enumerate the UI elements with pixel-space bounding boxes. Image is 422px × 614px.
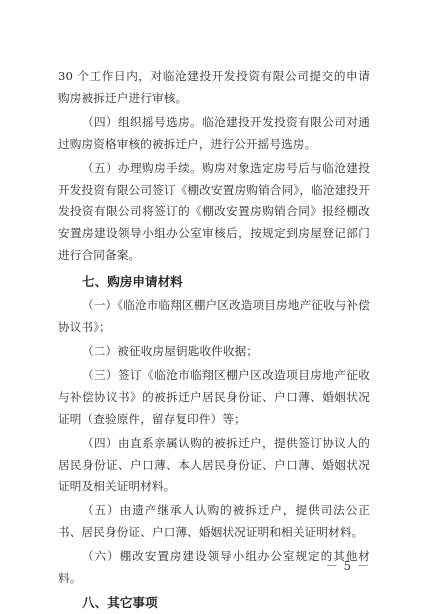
page-number: － 5 － (325, 559, 370, 573)
paragraph-continuation: 30 个工作日内，对临沧建投开发投资有限公司提交的申请购房被拆迁户进行审核。 (58, 69, 370, 105)
list-item: （二）被征收房屋钥匙收件收据； (82, 343, 259, 358)
list-item: （一）《临沧市临翔区棚户区改造项目房地产征收与补偿协议书》； (58, 298, 370, 335)
list-item: （三）签订《临沧市临翔区棚户区改造项目房地产征收与补偿协议书》的被拆迁户居民身份证、户口薄、婚姻状况证明（查验原件，留存复印件）等； (58, 367, 370, 426)
paragraph-purchase-procedure: （五）办理购房手续。购房对象选定房号后与临沧建投开发投资有限公司签订《棚改安置房购销合同》，临沧建投开发投资有限公司将签订的《棚改安置房购销合同》报经棚改安置房建设领导小组办公室审核后，按规定到房屋登记部门进行合同备案。 (58, 160, 370, 263)
list-item: （六）棚改安置房建设领导小组办公室规定的其他材料。 (58, 549, 370, 586)
section-heading-other-matters: 八、其它事项 (82, 594, 158, 610)
list-item: （五）由遗产继承人认购的被拆迁户，提供司法公正书、居民身份证、户口薄、婚姻状况证明和相关证明材料。 (58, 503, 370, 540)
paragraph-lottery-selection: （四）组织摇号选房。临沧建投开发投资有限公司对通过购房资格审核的被拆迁户，进行公开摇号选房。 (58, 114, 370, 151)
list-item: （四）由直系亲属认购的被拆迁户，提供签订协议人的居民身份证、户口薄、本人居民身份证、户口薄、婚姻状况证明及相关证明材料。 (58, 435, 370, 494)
page-body (58, 66, 370, 614)
section-heading-application-materials: 七、购房申请材料 (82, 274, 183, 290)
